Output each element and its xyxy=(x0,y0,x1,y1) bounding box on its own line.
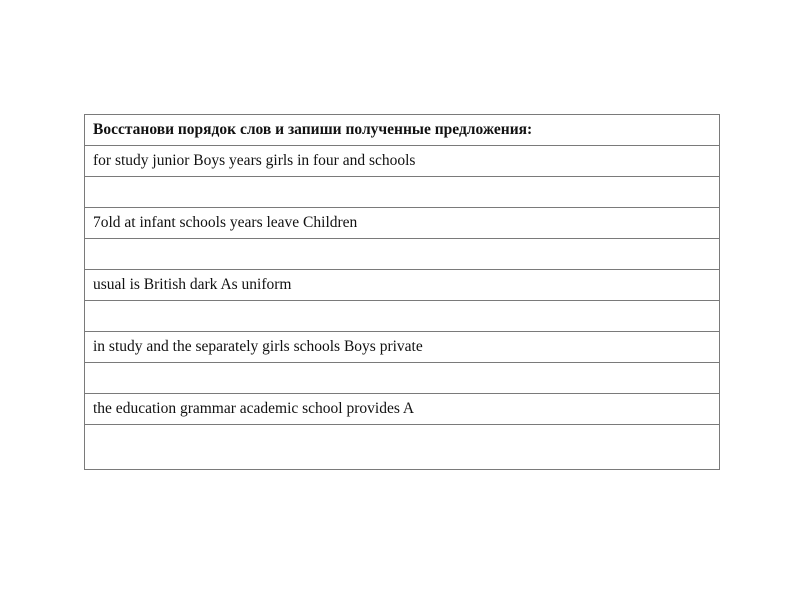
scrambled-sentence-3: usual is British dark As uniform xyxy=(85,270,720,301)
scrambled-sentence-2: 7old at infant schools years leave Children xyxy=(85,208,720,239)
scrambled-sentence-1: for study junior Boys years girls in four and schools xyxy=(85,146,720,177)
scrambled-sentence-4: in study and the separately girls schools Boys private xyxy=(85,332,720,363)
answer-row-1[interactable] xyxy=(85,177,720,208)
exercise-table xyxy=(84,114,720,470)
instruction-header: Восстанови порядок слов и запиши полученные предложения: xyxy=(85,115,720,146)
answer-row-3[interactable] xyxy=(85,301,720,332)
answer-row-5[interactable] xyxy=(85,425,720,470)
answer-row-4[interactable] xyxy=(85,363,720,394)
answer-row-2[interactable] xyxy=(85,239,720,270)
scrambled-sentence-5: the education grammar academic school provides A xyxy=(85,394,720,425)
